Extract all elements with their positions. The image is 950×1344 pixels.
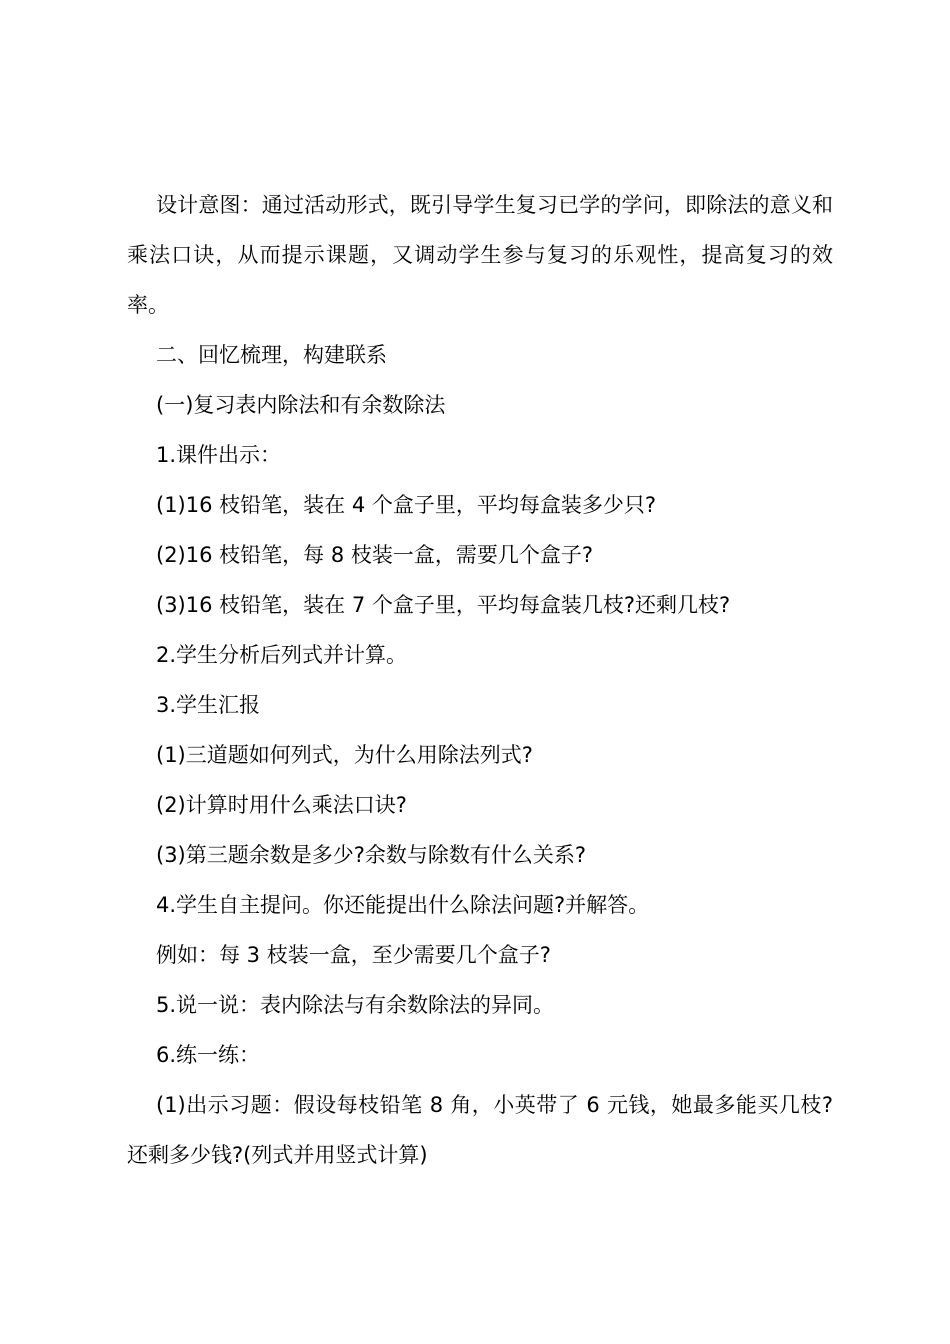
question-2: (2)16 枝铅笔，每 8 枝装一盒，需要几个盒子? (156, 543, 593, 567)
step-4: 4.学生自主提问。你还能提出什么除法问题?并解答。 (156, 893, 650, 917)
report-question-3: (3)第三题余数是多少?余数与除数有什么关系? (156, 843, 587, 867)
design-intent-paragraph: 设计意图：通过活动形式，既引导学生复习已学的学问，即除法的意义和乘法口诀，从而提示课题，又调动学生参与复习的乐观性，提高复习的效率。 (127, 193, 833, 317)
report-question-1: (1)三道题如何列式，为什么用除法列式? (156, 743, 533, 767)
example: 例如：每 3 枝装一盒，至少需要几个盒子? (156, 943, 551, 967)
question-1: (1)16 枝铅笔，装在 4 个盒子里，平均每盒装多少只? (156, 493, 656, 517)
subsection-heading: (一)复习表内除法和有余数除法 (156, 393, 446, 417)
step-5: 5.说一说：表内除法与有余数除法的异同。 (156, 993, 555, 1017)
question-3: (3)16 枝铅笔，装在 7 个盒子里，平均每盒装几枝?还剩几枝? (156, 593, 731, 617)
document-body (127, 180, 833, 1180)
report-question-2: (2)计算时用什么乘法口诀? (156, 793, 407, 817)
section-heading: 二、回忆梳理，构建联系 (156, 343, 387, 367)
step-2: 2.学生分析后列式并计算。 (156, 643, 408, 667)
step-6: 6.练一练： (156, 1043, 261, 1067)
exercise-1: (1)出示习题：假设每枝铅笔 8 角，小英带了 6 元钱，她最多能买几枝?还剩多少钱?(列式并用竖式计算) (127, 1093, 833, 1167)
step-1: 1.课件出示： (156, 443, 282, 467)
step-3: 3.学生汇报 (156, 693, 261, 717)
